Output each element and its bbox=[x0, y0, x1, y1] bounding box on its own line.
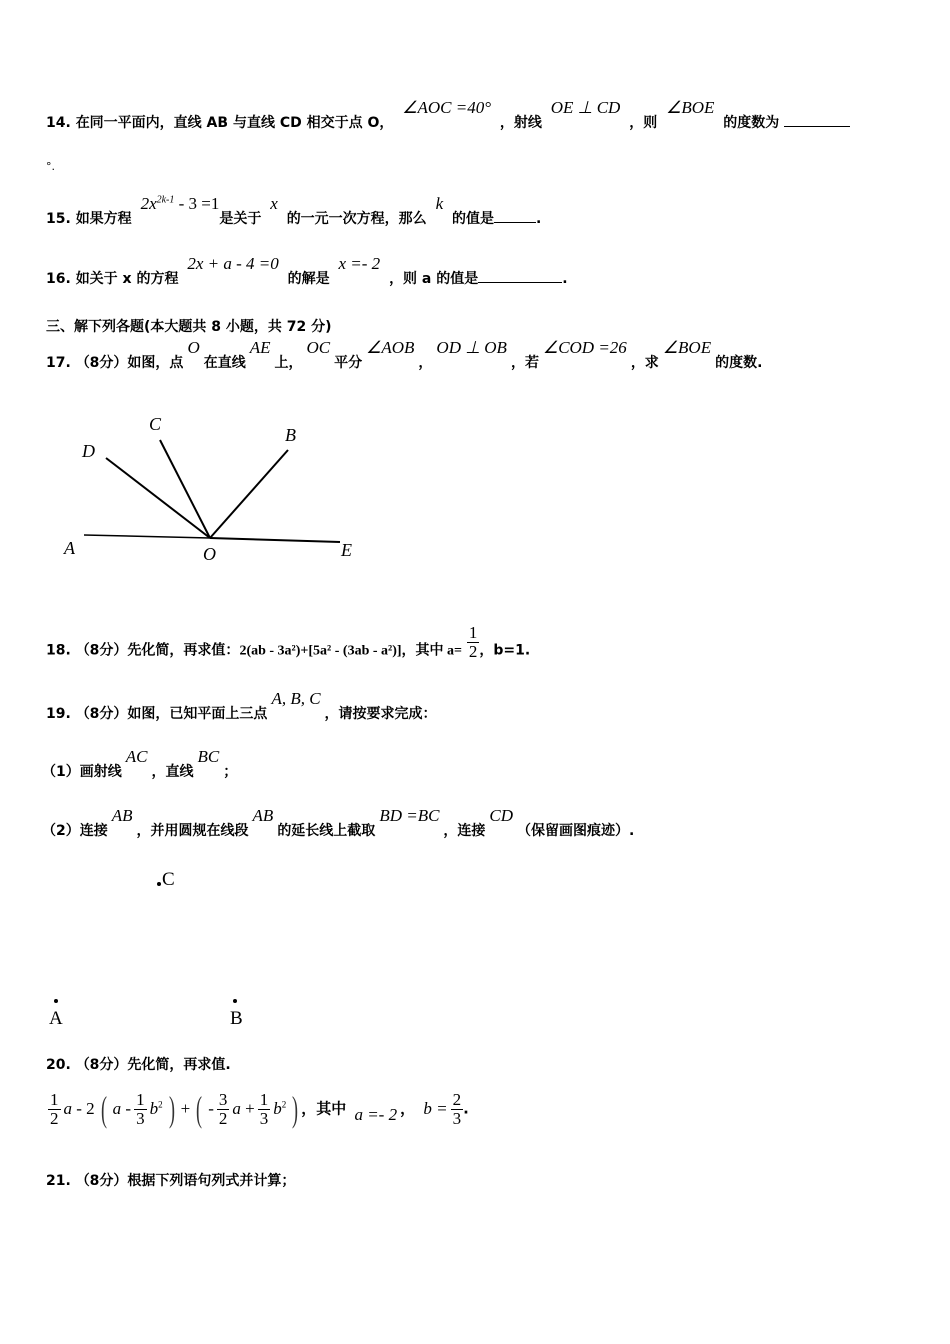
angle-figure bbox=[0, 400, 400, 580]
q-text: ，其中 bbox=[301, 1099, 347, 1118]
math: OC bbox=[306, 338, 331, 357]
q-text: ， bbox=[418, 355, 433, 371]
q-text: （2）连接 bbox=[42, 823, 108, 839]
q-num: 14. bbox=[46, 115, 71, 131]
answer-blank[interactable] bbox=[494, 208, 536, 223]
fraction: $\frac{1}{2}$ bbox=[50, 1089, 59, 1128]
period: . bbox=[535, 211, 542, 227]
math: BC bbox=[197, 747, 220, 766]
q-text: 如果方程 bbox=[75, 211, 132, 227]
math bbox=[141, 194, 220, 213]
point-A-label: A bbox=[49, 1008, 63, 1029]
question-19-part-1 bbox=[42, 747, 238, 781]
q-num: 15. bbox=[46, 211, 71, 227]
section-heading: 三、解下列各题(本大题共 8 小题，共 72 分) bbox=[46, 319, 332, 335]
ray-OB bbox=[210, 450, 288, 538]
denominator: 3 bbox=[452, 1108, 462, 1128]
math: CD bbox=[489, 806, 514, 825]
q-text: ，请按要求完成： bbox=[324, 706, 437, 722]
point-B-label: B bbox=[230, 1008, 243, 1029]
period: . bbox=[562, 271, 568, 287]
label-B: B bbox=[285, 425, 296, 445]
q-text: 的度数. bbox=[715, 355, 763, 371]
question-18 bbox=[46, 623, 531, 669]
math-rest: - 3 =1 bbox=[174, 194, 220, 213]
math: A, B, C bbox=[271, 689, 321, 708]
q-num: 17. bbox=[46, 355, 71, 371]
math: AE bbox=[249, 338, 271, 357]
point-A-dot bbox=[54, 999, 58, 1003]
q-text: 如关于 x 的方程 bbox=[75, 271, 179, 287]
q-text: ，b=1. bbox=[479, 642, 531, 659]
fraction bbox=[467, 624, 480, 661]
math: ∠BOE bbox=[662, 338, 712, 357]
math: AB bbox=[252, 806, 274, 825]
math-base: 2x bbox=[140, 194, 157, 213]
q-num: 21. bbox=[46, 1173, 71, 1189]
ray-OD bbox=[106, 458, 210, 538]
a-value: a =- 2 bbox=[354, 1104, 398, 1124]
q-text: ； bbox=[223, 764, 238, 780]
point-C-dot bbox=[157, 882, 161, 886]
q-num: 18. bbox=[46, 642, 71, 659]
label-O: O bbox=[203, 544, 216, 564]
q-text: （8分）如图，点 bbox=[75, 355, 184, 371]
math: AB bbox=[111, 806, 133, 825]
question-19-part-2 bbox=[42, 806, 635, 840]
label-D: D bbox=[82, 441, 95, 461]
numerator: 2 bbox=[452, 1089, 462, 1109]
point-C-label: C bbox=[162, 869, 175, 890]
math: OE ⊥ CD bbox=[550, 98, 621, 117]
math: k bbox=[435, 194, 444, 213]
q-text: （8分）根据下列语句列式并计算； bbox=[75, 1173, 296, 1189]
q-text: 的延长线上截取 bbox=[277, 823, 376, 839]
period: . bbox=[463, 1099, 469, 1118]
q-text: ，则 a 的值是 bbox=[389, 271, 479, 287]
math: AC bbox=[125, 747, 148, 766]
q-text: 的度数为 bbox=[723, 115, 780, 131]
denominator: 2 bbox=[468, 642, 478, 661]
q-text: 的一元一次方程，那么 bbox=[286, 211, 427, 227]
label-A: A bbox=[64, 538, 75, 558]
answer-blank[interactable] bbox=[784, 112, 850, 127]
math: O bbox=[187, 338, 200, 357]
question-14 bbox=[46, 98, 850, 132]
fraction bbox=[451, 1091, 464, 1128]
label-C: C bbox=[149, 414, 162, 434]
q-text: （保留画图痕迹）. bbox=[517, 823, 635, 839]
q-text: 平分 bbox=[334, 355, 363, 371]
math-exponent: 2k-1 bbox=[156, 194, 175, 206]
q-num: 16. bbox=[46, 271, 71, 287]
q-text: ，求 bbox=[630, 355, 659, 371]
ray-OA bbox=[84, 535, 210, 538]
point-B-dot bbox=[233, 999, 237, 1003]
math: x =- 2 bbox=[338, 254, 381, 273]
math: ∠BOE bbox=[666, 98, 715, 117]
label-E: E bbox=[341, 540, 352, 560]
q-text: 的解是 bbox=[287, 271, 330, 287]
math: ∠COD =26 bbox=[542, 338, 627, 357]
math: ∠AOC =40° bbox=[402, 98, 491, 117]
math: BD =BC bbox=[379, 806, 440, 825]
q-text: ，直线 bbox=[151, 764, 194, 780]
ray-OE bbox=[210, 538, 340, 542]
math: OD ⊥ OB bbox=[436, 338, 507, 357]
q-text: 是关于 bbox=[219, 211, 262, 227]
q-text: ，并用圆规在线段 bbox=[136, 823, 249, 839]
numerator: 1 bbox=[468, 623, 478, 642]
q-text: （8分）先化简，再求值. bbox=[75, 1057, 231, 1073]
q-num: 20. bbox=[46, 1057, 71, 1073]
q-num: 19. bbox=[46, 706, 71, 722]
expression: 2(ab - 3a²)+[5a² - (3ab - a²)]，其中 a= bbox=[239, 643, 463, 659]
ray-OC bbox=[160, 440, 210, 538]
question-21 bbox=[46, 1170, 295, 1190]
question-17 bbox=[46, 338, 763, 372]
q-text: （8分）如图，已知平面上三点 bbox=[75, 706, 268, 722]
q-text: ，射线 bbox=[499, 115, 542, 131]
q-text: ，则 bbox=[629, 115, 658, 131]
math: x bbox=[270, 194, 278, 213]
math: ∠AOB bbox=[366, 338, 415, 357]
math: 2x + a - 4 =0 bbox=[187, 254, 279, 273]
q-text: 在同一平面内，直线 AB 与直线 CD 相交于点 O， bbox=[75, 115, 394, 131]
answer-blank[interactable] bbox=[478, 268, 562, 283]
q-text: 的值是 bbox=[451, 211, 494, 227]
question-15 bbox=[46, 194, 542, 228]
q-text: 在直线 bbox=[203, 355, 246, 371]
q-text: （8分）先化简，再求值： bbox=[75, 642, 240, 659]
q-text: （1）画射线 bbox=[42, 764, 122, 780]
question-19 bbox=[46, 689, 437, 723]
degree-tail: °. bbox=[46, 160, 55, 173]
question-16 bbox=[46, 254, 568, 288]
question-20-expression: $\frac{1}{2}$ a - 2 ( a - $\frac{1}{3}$ $b^2$ ) + ( - $\frac{3}{2}$ a + $\frac{1}{3}$ $b^2$ ) ，其中 a =- 2 ， b = $\frac{2}{3}$ . bbox=[50, 1089, 469, 1129]
q-text: 上， bbox=[274, 355, 303, 371]
question-20 bbox=[46, 1054, 231, 1074]
q-text: ，若 bbox=[510, 355, 539, 371]
q-text: ，连接 bbox=[443, 823, 486, 839]
b-label: b = bbox=[423, 1098, 448, 1118]
